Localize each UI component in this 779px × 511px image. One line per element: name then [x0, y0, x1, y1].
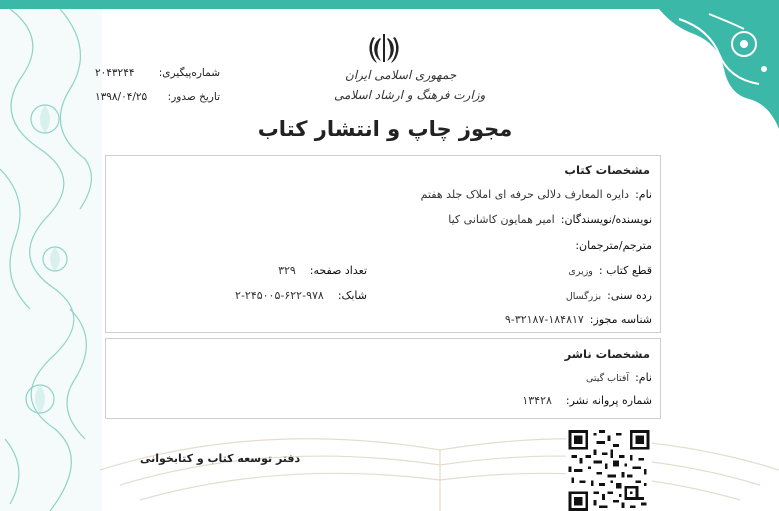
authors-field — [448, 213, 652, 226]
tracking-number — [95, 67, 220, 79]
pages-field — [278, 264, 367, 277]
publisher-info-box — [105, 338, 661, 419]
isbn-field — [235, 289, 367, 302]
translators-field — [569, 239, 652, 252]
tracking-value: ۲۰۴۳۲۴۴ — [95, 67, 135, 79]
isbn-label: شابک: — [337, 289, 367, 302]
issue-date — [95, 91, 220, 103]
page-title: مجوز چاپ و انتشار کتاب — [257, 117, 513, 141]
publisher-license-label: شماره پروانه نشر: — [565, 394, 652, 407]
publisher-license-field — [522, 394, 652, 407]
translators-label: مترجم/مترجمان: — [575, 239, 652, 252]
left-ornament-border — [0, 9, 102, 511]
book-name-value: دایره المعارف دلالی حرفه ای املاک جلد هفتم — [420, 188, 630, 201]
format-label: قطع کتاب : — [598, 264, 652, 277]
age-group-field — [566, 289, 652, 302]
pages-label: تعداد صفحه: — [309, 264, 367, 277]
publisher-name-field — [586, 371, 652, 384]
book-info-box — [105, 155, 661, 333]
format-field — [568, 264, 652, 277]
isbn-value: ۹۷۸-۶۲۲-۲۴۵۰۰۵-۲ — [235, 289, 324, 302]
tracking-label: شماره‌پیگیری: — [158, 67, 220, 79]
book-section-title: مشخصات کتاب — [564, 163, 650, 177]
publisher-section-title: مشخصات ناشر — [564, 347, 650, 361]
publisher-license-value: ۱۳۴۲۸ — [522, 394, 552, 407]
authors-label: نویسنده/نویسندگان: — [560, 213, 652, 226]
top-accent-bar — [0, 0, 779, 9]
publisher-name-label: نام: — [635, 371, 652, 384]
iran-emblem-icon — [366, 32, 402, 66]
pages-value: ۳۲۹ — [278, 264, 296, 277]
corner-ornament — [649, 9, 779, 139]
format-value: وزیری — [568, 266, 593, 277]
age-group-value: بزرگسال — [565, 291, 602, 302]
issuing-office: دفتر توسعه کتاب و کتابخوانی — [140, 452, 301, 465]
age-group-label: رده سنی: — [607, 289, 652, 302]
book-name-label: نام: — [635, 188, 652, 201]
book-name-field — [421, 188, 652, 201]
publisher-name-value: آفتاب گیتی — [585, 373, 630, 384]
qr-code — [566, 430, 652, 511]
license-id-label: شناسه مجوز: — [589, 313, 652, 326]
gov-line-republic: جمهوری اسلامی ایران — [345, 68, 457, 82]
license-id-field — [505, 313, 652, 326]
authors-value: امیر همایون کاشانی کیا — [448, 213, 555, 226]
license-id-value: ۱۸۴۸۱۷-۳۲۱۸۷-۹ — [504, 313, 584, 326]
gov-line-ministry: وزارت فرهنگ و ارشاد اسلامی — [334, 88, 486, 102]
issue-date-label: تاریخ صدور: — [167, 91, 220, 103]
issue-date-value: ۱۳۹۸/۰۴/۲۵ — [95, 91, 148, 103]
